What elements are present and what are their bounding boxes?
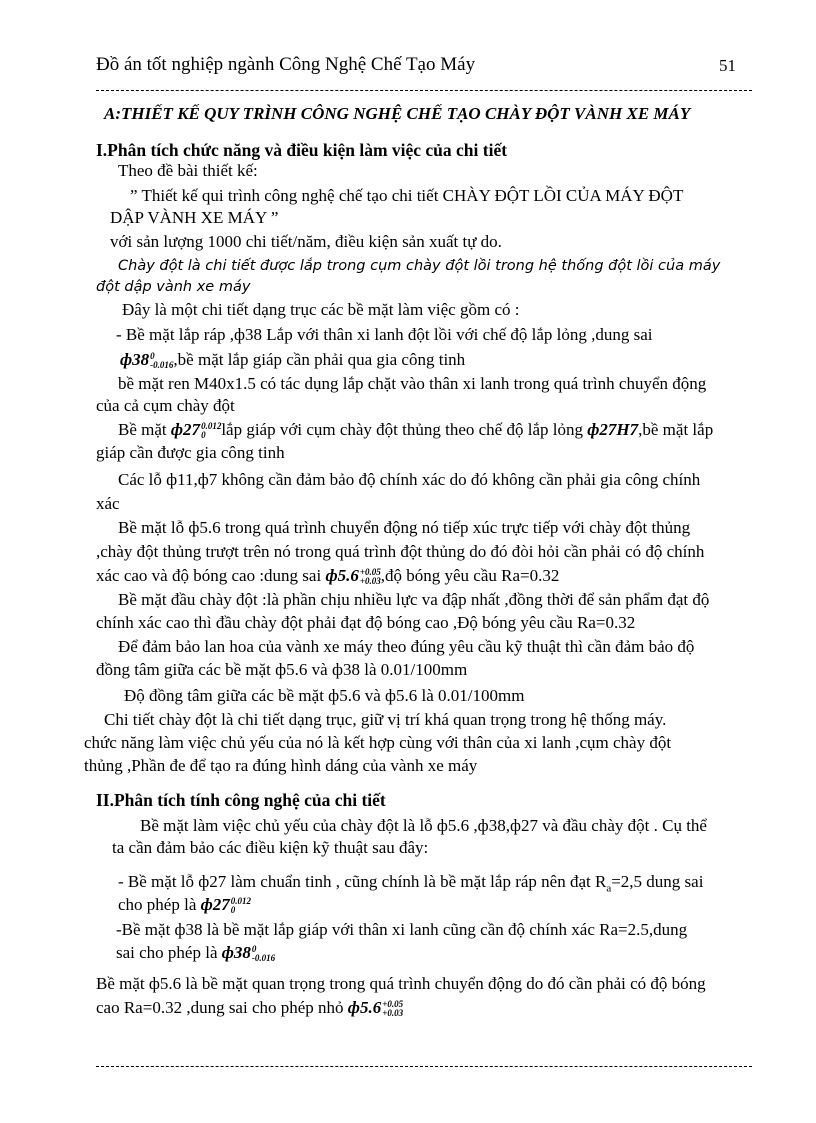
paragraph-line: ta cần đảm bảo các điều kiện kỹ thuật sau đây: [112,838,429,857]
paragraph-line: Độ đồng tâm giữa các bề mặt ф5.6 và ф5.6 là 0.01/100mm [124,686,525,705]
paragraph-line: sai cho phép là ф38 0 -0.016 [116,943,276,964]
paragraph-line: Chi tiết chày đột là chi tiết dạng trục, giữ vị trí khá quan trọng trong hệ thống máy. [104,710,667,729]
page-number: 51 [719,56,736,75]
paragraph-line: Bề mặt đầu chày đột :là phần chịu nhiều lực va đập nhất ,đồng thời để sản phẩm đạt độ [118,590,710,609]
paragraph-line: Để đảm bảo lan hoa của vành xe máy theo đúng yêu cầu kỹ thuật thì cần đảm bảo độ [118,637,695,656]
tolerance-phi5-6: ф5.6 +0.05 +0.03 [325,566,381,587]
paragraph-line: Các lỗ ф11,ф7 không cần đảm bảo độ chính xác do đó không cần phải gia công chính [118,470,701,489]
paragraph-line: - Bề mặt lỗ ф27 làm chuẩn tinh , cũng chính là bề mặt lắp ráp nên đạt $R_a=2,5$ dung sai [118,872,704,895]
tolerance-phi38: ф38 0 -0.016 [221,943,276,964]
header-divider [96,90,752,91]
paragraph-line: ” Thiết kế qui trình công nghệ chế tạo chi tiết CHÀY ĐỘT LỒI CỦA MÁY ĐỘT [130,186,684,205]
paragraph-line: ,chày đột thủng trượt trên nó trong quá trình đột thủng do đó đòi hỏi cần phải có độ chính [96,542,705,561]
paragraph-line: Chày đột là chi tiết được lắp trong cụm chày đột lồi trong hệ thống đột lồi của máy [118,258,721,274]
tolerance-phi38: ф38 0 -0.016 [120,350,174,371]
paragraph-line: cho phép là ф27 0.012 0 [118,895,252,916]
section-title: A:THIẾT KẾ QUY TRÌNH CÔNG NGHỆ CHẾ TẠO CHÀY ĐỘT VÀNH XE MÁY [104,104,691,123]
paragraph-line: Theo đề bài thiết kế: [118,161,258,180]
paragraph-line: chức năng làm việc chủ yếu của nó là kết hợp cùng với thân của xi lanh ,cụm chày đột [84,733,672,752]
paragraph-line: Bề mặt ф27 0.012 0 lắp giáp với cụm chày đột thủng theo chế độ lắp lỏng ф27H7,bề mặt lắp [118,420,714,441]
paragraph-line: Bề mặt ф5.6 là bề mặt quan trọng trong quá trình chuyển động do đó cần phải có độ bóng [96,974,706,993]
paragraph-line: xác cao và độ bóng cao :dung sai ф5.6 +0.05 +0.03 ,độ bóng yêu cầu Ra=0.32 [96,566,560,587]
paragraph-line: - Bề mặt lắp ráp ,ф38 Lắp với thân xi lanh đột lồi với chế độ lắp lỏng ,dung sai [116,325,653,344]
paragraph-line: thủng ,Phần đe để tạo ra đúng hình dáng của vành xe máy [84,756,478,775]
paragraph-line: DẬP VÀNH XE MÁY ” [110,208,279,227]
tolerance-phi27: ф27 0.012 0 [170,420,222,441]
footer-divider [96,1066,752,1067]
paragraph-line: ф38 0 -0.016 ,bề mặt lắp giáp cần phải qua gia công tinh [120,350,466,371]
paragraph-line: đồng tâm giữa các bề mặt ф5.6 và ф38 là 0.01/100mm [96,660,468,679]
paragraph-line: -Bề mặt ф38 là bề mặt lắp giáp với thân xi lanh cũng cần độ chính xác Ra=2.5,dung [116,920,688,939]
paragraph-line: đột dập vành xe máy [96,279,251,295]
paragraph-line: của cả cụm chày đột [96,396,235,415]
paragraph-line: với sản lượng 1000 chi tiết/năm, điều kiện sản xuất tự do. [110,232,502,251]
fit-phi27h7: ф27H7 [587,420,639,439]
paragraph-line: chính xác cao thì đầu chày đột phải đạt độ bóng cao ,Độ bóng yêu cầu Ra=0.32 [96,613,636,632]
tolerance-phi27: ф27 0.012 0 [200,895,252,916]
part2-heading: II.Phân tích tính công nghệ của chi tiết [96,790,386,810]
paragraph-line: cao Ra=0.32 ,dung sai cho phép nhỏ ф5.6 +0.05 +0.03 [96,998,404,1019]
paragraph-line: bề mặt ren M40x1.5 có tác dụng lắp chặt vào thân xi lanh trong quá trình chuyển động [118,374,707,393]
paragraph-line: xác [96,494,120,513]
part1-heading: I.Phân tích chức năng và điều kiện làm việc của chi tiết [96,140,508,160]
paragraph-line: Bề mặt lỗ ф5.6 trong quá trình chuyển động nó tiếp xúc trực tiếp với chày đột thủng [118,518,691,537]
paragraph-line: giáp cần được gia công tinh [96,443,285,462]
header-title: Đồ án tốt nghiệp ngành Công Nghệ Chế Tạo Máy [96,54,476,75]
tolerance-phi5-6: ф5.6 +0.05 +0.03 [347,998,404,1019]
paragraph-line: Bề mặt làm việc chủ yếu của chày đột là lỗ ф5.6 ,ф38,ф27 và đầu chày đột . Cụ thể [140,816,707,835]
paragraph-line: Đây là một chi tiết dạng trục các bề mặt làm việc gồm có : [122,300,520,319]
